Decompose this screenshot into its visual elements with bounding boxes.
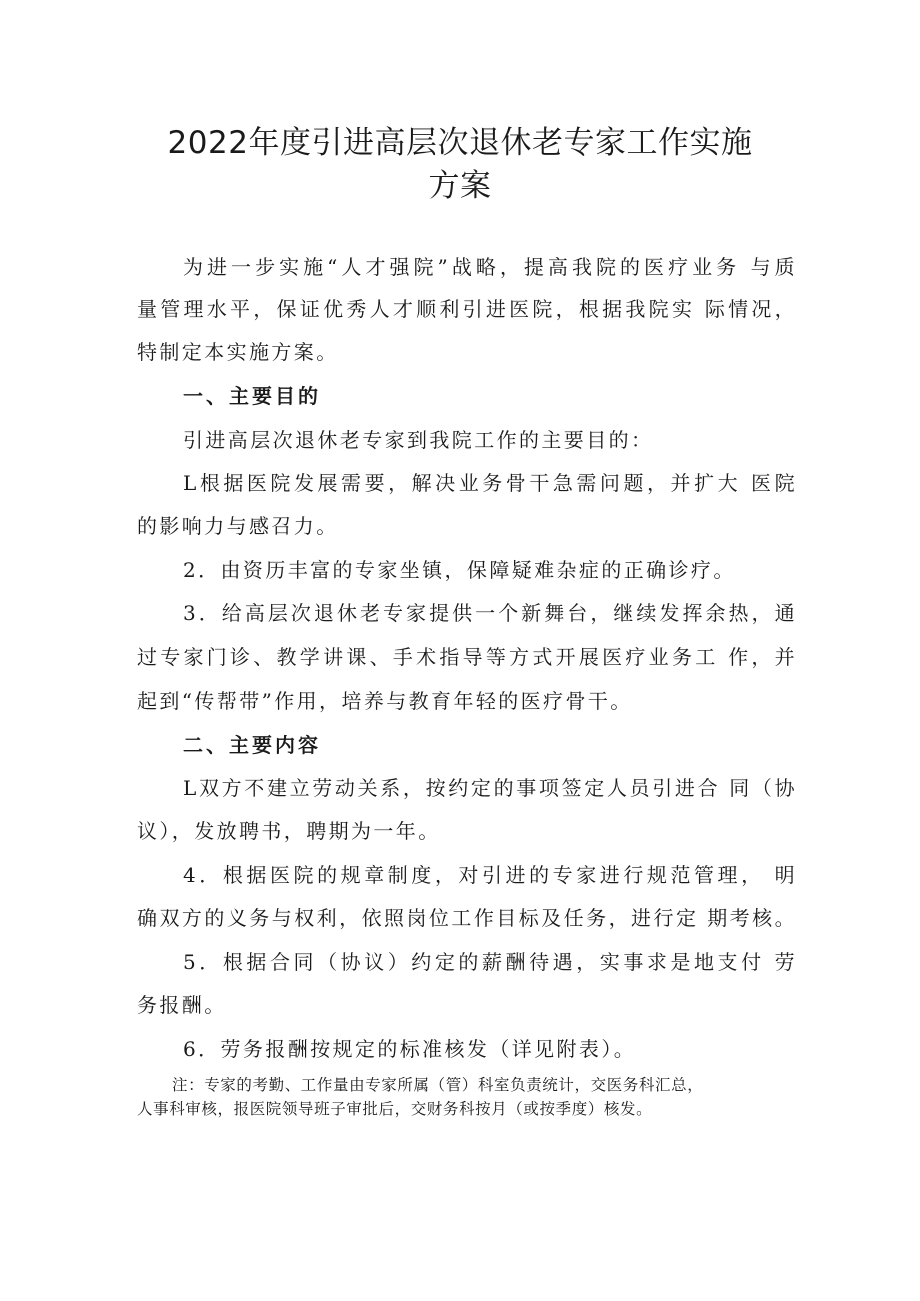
section-1-item-3-line-2: 过专家门诊、教学讲课、手术指导等方式开展医疗业务工 作，并 — [137, 645, 797, 669]
intro-line-2: 量管理水平，保证优秀人才顺利引进医院，根据我院实 际情况， — [137, 297, 797, 321]
section-1-item-3-line-1: 3．给高层次退休老专家提供一个新舞台，继续发挥余热，通 — [183, 601, 797, 625]
note-line-2: 人事科审核，报医院领导班子审批后，交财务科按月（或按季度）核发。 — [137, 1100, 653, 1118]
section-2-item-5-line-2: 务报酬。 — [137, 993, 227, 1017]
section-2-item-4-line-1: 4．根据医院的规章制度，对引进的专家进行规范管理， 明 — [183, 863, 797, 887]
document-title-line-1: 2022年度引进高层次退休老专家工作实施 — [167, 125, 753, 161]
intro-line-3: 特制定本实施方案。 — [137, 340, 339, 364]
section-2-item-5-line-1: 5．根据合同（协议）约定的薪酬待遇，实事求是地支付 劳 — [183, 950, 797, 974]
section-1-lead: 引进高层次退休老专家到我院工作的主要目的： — [183, 428, 654, 452]
section-1-item-1-line-1: L根据医院发展需要，解决业务骨干急需问题，并扩大 医院 — [183, 471, 797, 495]
section-2-item-1-line-1: L双方不建立劳动关系，按约定的事项签定人员引进合 同（协 — [183, 776, 797, 800]
note-line-1: 注：专家的考勤、工作量由专家所属（管）科室负责统计，交医务科汇总， — [172, 1076, 704, 1094]
section-2-heading: 二、主要内容 — [183, 733, 321, 757]
section-1-item-1-line-2: 的影响力与感召力。 — [137, 514, 339, 538]
document-title-line-2: 方案 — [428, 168, 492, 204]
intro-line-1: 为进一步实施“人才强院”战略，提高我院的医疗业务 与质 — [183, 255, 797, 279]
section-2-item-4-line-2: 确双方的义务与权利，依照岗位工作目标及任务，进行定 期考核。 — [137, 906, 797, 930]
section-1-heading: 一、主要目的 — [183, 384, 321, 408]
section-2-item-1-line-2: 议），发放聘书，聘期为一年。 — [137, 819, 441, 843]
section-2-item-6: 6．劳务报酬按规定的标准核发（详见附表）。 — [183, 1037, 637, 1061]
section-1-item-3-line-3: 起到“传帮带”作用，培养与教育年轻的医疗骨干。 — [137, 689, 633, 713]
section-1-item-2: 2．由资历丰富的专家坐镇，保障疑难杂症的正确诊疗。 — [183, 558, 736, 582]
